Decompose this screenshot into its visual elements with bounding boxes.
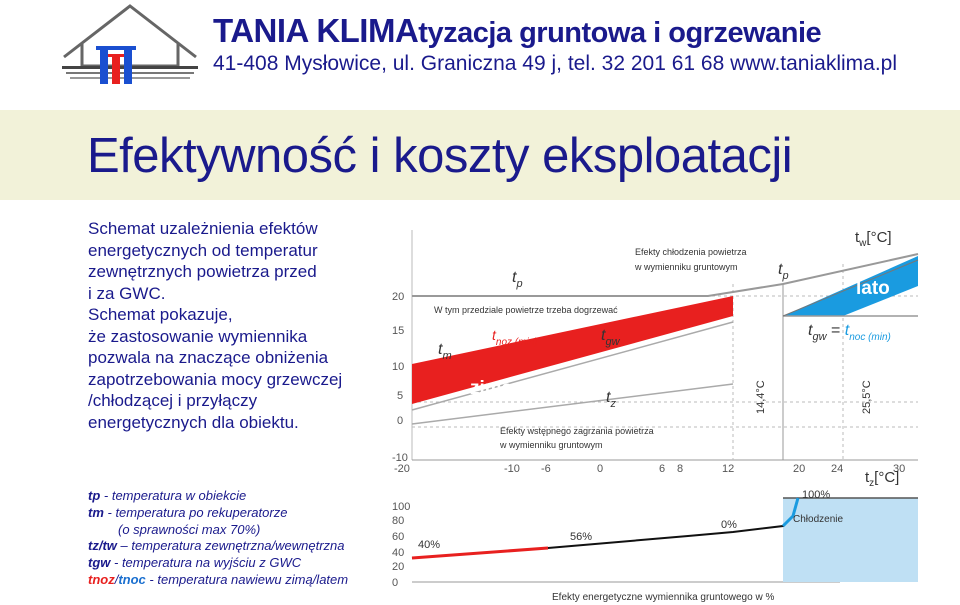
y-tick: 10: [392, 361, 405, 373]
label-tz: $t_z$: [606, 389, 616, 410]
tp-line: [412, 254, 918, 296]
summer-area: [783, 256, 918, 316]
company-address: 41-408 Mysłowice, ul. Graniczna 49 j, tel. 32 201 61 68 www.taniaklima.pl: [213, 52, 898, 75]
legend-text: - temperatura na wyjściu z GWC: [110, 555, 302, 571]
preheat-label: Efekty wstępnego zagrzania powietrza: [500, 426, 654, 436]
legend-text: – temperatura zewnętrzna/wewnętrzna: [116, 538, 345, 554]
x-axis-label: $t_z[^\circ C]$: [865, 469, 900, 486]
description-line: zapotrzebowania mocy grzewczej: [88, 369, 343, 389]
legend-key: tgw: [88, 555, 111, 571]
annotation: 100%: [802, 489, 831, 501]
description-line: energetycznych dla obiektu.: [88, 412, 299, 432]
description: [88, 218, 388, 433]
legend-text: - temperatura w obiekcie: [100, 488, 247, 503]
description-line: że zastosowanie wymiennika: [88, 326, 308, 346]
x-tick: 6: [659, 463, 666, 475]
y-tick: 20: [392, 561, 405, 573]
preheat-label: w wymienniku gruntowym: [500, 440, 603, 450]
winter-label: zima: [470, 378, 513, 399]
y-tick: 0: [397, 415, 404, 427]
y-tick: 15: [392, 325, 405, 337]
brand-name: [213, 12, 821, 50]
label-tgw-eq: $t_{gw} = t_{noc (min)}$: [808, 322, 891, 343]
x-tick: 12: [722, 463, 735, 475]
cooling-label: w wymienniku gruntowym: [635, 262, 738, 272]
legend-row-tztw: [88, 538, 388, 555]
x-tick: 0: [597, 463, 604, 475]
label-tp-2: $t_p$: [778, 261, 789, 282]
legend-row-tgw: [88, 555, 388, 572]
y-tick: 5: [397, 390, 404, 402]
legend-key: tnoc: [118, 571, 146, 587]
company-logo: [60, 2, 200, 88]
label-tp: $t_p$: [512, 269, 523, 290]
efficiency-chart: [388, 486, 960, 605]
legend-row-tp: [88, 488, 388, 505]
description-line: i za GWC.: [88, 283, 166, 303]
y-tick: -10: [392, 452, 408, 464]
legend-row-tm: [88, 505, 388, 522]
preheat-note: W tym przedziale powietrze trzeba dogrzewać: [434, 305, 618, 315]
annotation: 56%: [570, 531, 593, 543]
legend-text: (o sprawności max 70%): [118, 521, 261, 537]
y-tick: 80: [392, 515, 405, 527]
x-tick: -10: [504, 463, 520, 475]
temperature-chart: [388, 224, 960, 486]
y-axis-label: $t_w[^\circ C]$: [855, 229, 892, 249]
description-line: pozwala na znaczące obniżenia: [88, 348, 329, 367]
description-line: Schemat uzależnienia efektów: [88, 219, 318, 238]
x-tick: 8: [677, 463, 684, 475]
y-tick: 100: [392, 501, 411, 513]
x-tick: 20: [793, 463, 806, 475]
vline-label: 14,4°C: [755, 380, 767, 414]
y-tick: 40: [392, 547, 405, 559]
page-title: Efektywność i koszty eksploatacji: [87, 129, 793, 183]
legend: [88, 488, 388, 589]
brand-rest: tyzacja gruntowa i ogrzewanie: [418, 17, 822, 49]
description-line: Schemat pokazuje,: [88, 305, 233, 324]
y-tick: 20: [392, 291, 405, 303]
legend-key: tp: [88, 488, 101, 503]
annotation: 0%: [721, 519, 737, 531]
efficiency-line: [412, 498, 798, 558]
annotation: 40%: [418, 539, 441, 551]
label-tm: $t_m$: [438, 341, 452, 362]
legend-key: tz/tw: [88, 538, 117, 554]
label-tnoz: $t_{noz (min)}$: [492, 327, 538, 348]
cooling-region: [783, 498, 918, 582]
cooling-label: Efekty chłodzenia powietrza: [635, 247, 747, 257]
x-tick: 30: [893, 463, 906, 475]
brand-bold: TANIA KLIMA: [213, 12, 419, 49]
x-title: Efekty energetyczne wymiennika gruntowego w %: [552, 592, 775, 603]
legend-key: tm: [88, 504, 104, 520]
legend-text: - temperatura nawiewu zimą/latem: [145, 571, 349, 587]
description-line: zewnętrznych powietrza przed: [88, 262, 317, 281]
description-line: /chłodzącej i przyłączy: [88, 391, 258, 410]
region-label: Chłodzenie: [793, 514, 844, 525]
legend-row-tnoz: [88, 572, 388, 589]
y-tick: 60: [392, 531, 405, 543]
house-icon: [62, 6, 198, 84]
description-line: energetycznych od temperatur: [88, 240, 318, 260]
x-tick: -6: [541, 463, 551, 475]
legend-key: tnoz: [88, 571, 115, 587]
vline-label: 25,5°C: [861, 380, 873, 414]
legend-text: /: [114, 571, 119, 587]
x-tick: -20: [394, 463, 410, 475]
legend-row-tm-note: [88, 522, 388, 539]
legend-text: - temperatura po rekuperatorze: [103, 504, 288, 520]
summer-label: lato: [856, 278, 890, 299]
label-tgw: $t_{gw}$: [601, 327, 620, 348]
x-tick: 24: [831, 463, 844, 475]
y-tick: 0: [392, 577, 399, 589]
